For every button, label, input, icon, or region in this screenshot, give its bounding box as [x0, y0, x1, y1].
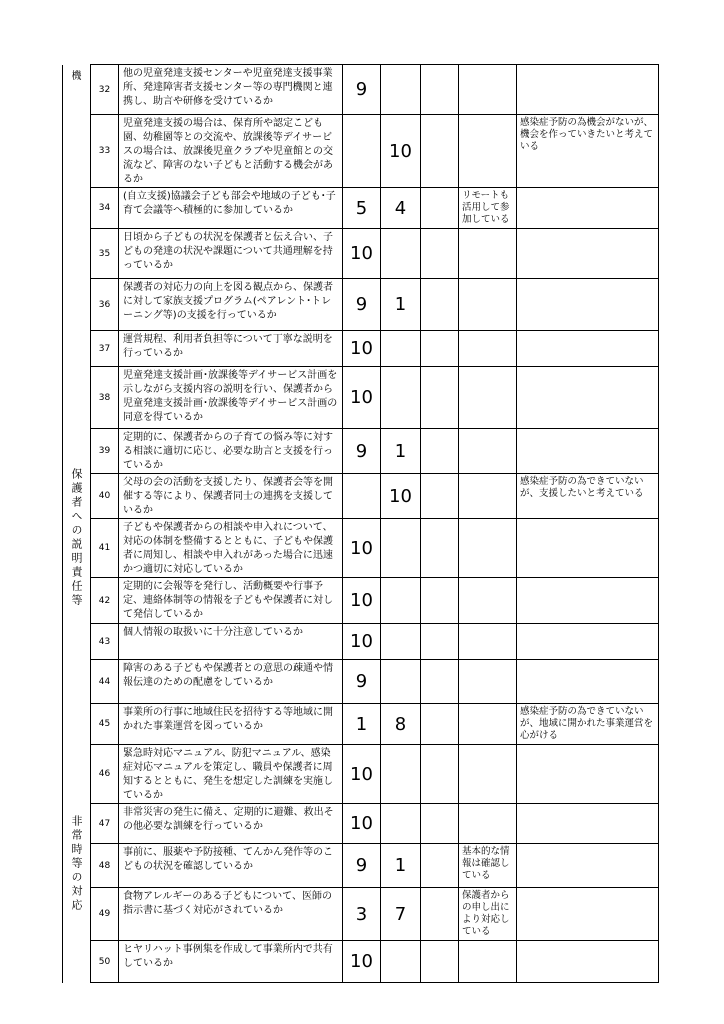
table-row: [63, 578, 659, 624]
count-no: [421, 65, 459, 115]
question-text: 事前に、服薬や予防接種、てんかん発作等のこどもの状況を確認しているか: [119, 844, 343, 888]
count-yes: 10: [343, 578, 381, 624]
staff-comment: [517, 941, 659, 983]
improvement-note: [459, 804, 517, 844]
count-yes: 10: [343, 331, 381, 367]
staff-comment: [517, 429, 659, 474]
item-number: 35: [91, 229, 119, 279]
question-text: (自立支援)協議会子ども部会や地域の子ども･子育て会議等へ積極的に参加しているか: [119, 188, 343, 229]
improvement-note: [459, 578, 517, 624]
count-yes: [343, 474, 381, 519]
improvement-note: [459, 941, 517, 983]
question-text: 子どもや保護者からの相談や申入れについて、対応の体制を整備するとともに、子どもや保護者に周知し、相談や申入れがあった場合に迅速かつ適切に対応しているか: [119, 519, 343, 578]
count-yes: 10: [343, 804, 381, 844]
count-partial: [381, 367, 421, 429]
question-text: 個人情報の取扱いに十分注意しているか: [119, 624, 343, 660]
table-row: [63, 704, 659, 745]
staff-comment: [517, 844, 659, 888]
count-yes: 9: [343, 660, 381, 704]
table-row: [63, 624, 659, 660]
question-text: 日頃から子どもの状況を保護者と伝え合い、子どもの発達の状況や課題について共通理解を持っているか: [119, 229, 343, 279]
count-partial: [381, 331, 421, 367]
item-number: 49: [91, 888, 119, 941]
question-text: 他の児童発達支援センターや児童発達支援事業所、発達障害者支援センター等の専門機関と連携し、助言や研修を受けているか: [119, 65, 343, 115]
staff-comment: 感染症予防の為機会がないが、機会を作っていきたいと考えている: [517, 115, 659, 188]
item-number: 41: [91, 519, 119, 578]
count-no: [421, 429, 459, 474]
table-row: [63, 229, 659, 279]
count-no: [421, 624, 459, 660]
count-no: [421, 115, 459, 188]
improvement-note: [459, 115, 517, 188]
improvement-note: [459, 624, 517, 660]
count-partial: [381, 519, 421, 578]
count-no: [421, 331, 459, 367]
count-partial: 4: [381, 188, 421, 229]
table-row: [63, 888, 659, 941]
improvement-note: [459, 229, 517, 279]
count-yes: 10: [343, 745, 381, 804]
category-emergency-response: 非常時等の対応: [70, 814, 83, 913]
count-no: [421, 844, 459, 888]
item-number: 43: [91, 624, 119, 660]
count-partial: 8: [381, 704, 421, 745]
item-number: 33: [91, 115, 119, 188]
count-partial: [381, 745, 421, 804]
table-row: [63, 188, 659, 229]
table-row: [63, 804, 659, 844]
count-yes: 10: [343, 941, 381, 983]
count-partial: 10: [381, 115, 421, 188]
count-no: [421, 578, 459, 624]
question-text: 非常災害の発生に備え、定期的に避難、救出その他必要な訓練を行っているか: [119, 804, 343, 844]
question-text: 事業所の行事に地域住民を招待する等地域に開かれた事業運営を図っているか: [119, 704, 343, 745]
table-row: [63, 65, 659, 115]
improvement-note: [459, 704, 517, 745]
question-text: 緊急時対応マニュアル、防犯マニュアル、感染症対応マニュアルを策定し、職員や保護者に周知するとともに、発生を想定した訓練を実施しているか: [119, 745, 343, 804]
table-row: [63, 745, 659, 804]
question-text: 運営規程、利用者負担等について丁寧な説明を行っているか: [119, 331, 343, 367]
count-no: [421, 229, 459, 279]
count-yes: [343, 115, 381, 188]
staff-comment: 感染症予防の為できていないが、地域に開かれた事業運営を心がける: [517, 704, 659, 745]
count-no: [421, 279, 459, 331]
table-row: [63, 660, 659, 704]
item-number: 34: [91, 188, 119, 229]
question-text: 定期的に会報等を発行し、活動概要や行事予定、連絡体制等の情報を子どもや保護者に対して発信しているか: [119, 578, 343, 624]
improvement-note: 保護者からの申し出により対応している: [459, 888, 517, 941]
table-row: [63, 367, 659, 429]
count-partial: [381, 65, 421, 115]
count-partial: 10: [381, 474, 421, 519]
table-row: [63, 941, 659, 983]
count-yes: 9: [343, 279, 381, 331]
count-no: [421, 804, 459, 844]
question-text: 父母の会の活動を支援したり、保護者会等を開催する等により、保護者同士の連携を支援しているか: [119, 474, 343, 519]
staff-comment: [517, 279, 659, 331]
staff-comment: [517, 745, 659, 804]
count-yes: 1: [343, 704, 381, 745]
improvement-note: [459, 331, 517, 367]
table-row: [63, 844, 659, 888]
count-partial: [381, 624, 421, 660]
staff-comment: [517, 229, 659, 279]
staff-comment: [517, 188, 659, 229]
question-text: 保護者の対応力の向上を図る観点から、保護者に対して家族支援プログラム(ペアレント･トレーニング等)の支援を行っているか: [119, 279, 343, 331]
count-yes: 5: [343, 188, 381, 229]
improvement-note: [459, 660, 517, 704]
count-partial: 1: [381, 429, 421, 474]
count-partial: 1: [381, 279, 421, 331]
staff-comment: [517, 367, 659, 429]
staff-comment: [517, 888, 659, 941]
count-partial: 1: [381, 844, 421, 888]
evaluation-table: [62, 64, 659, 983]
count-partial: [381, 941, 421, 983]
improvement-note: [459, 279, 517, 331]
table-row: [63, 474, 659, 519]
improvement-note: [459, 367, 517, 429]
count-no: [421, 474, 459, 519]
count-yes: 9: [343, 429, 381, 474]
count-partial: 7: [381, 888, 421, 941]
improvement-note: [459, 519, 517, 578]
count-no: [421, 704, 459, 745]
count-yes: 10: [343, 367, 381, 429]
item-number: 44: [91, 660, 119, 704]
item-number: 36: [91, 279, 119, 331]
item-number: 42: [91, 578, 119, 624]
improvement-note: 基本的な情報は確認している: [459, 844, 517, 888]
improvement-note: リモートも活用して参加している: [459, 188, 517, 229]
count-yes: 9: [343, 844, 381, 888]
staff-comment: [517, 65, 659, 115]
question-text: ヒヤリハット事例集を作成して事業所内で共有しているか: [119, 941, 343, 983]
staff-comment: 感染症予防の為できていないが、支援したいと考えている: [517, 474, 659, 519]
staff-comment: [517, 660, 659, 704]
count-no: [421, 745, 459, 804]
item-number: 45: [91, 704, 119, 745]
improvement-note: [459, 474, 517, 519]
table-row: [63, 519, 659, 578]
count-partial: [381, 660, 421, 704]
improvement-note: [459, 429, 517, 474]
table-row: [63, 331, 659, 367]
question-text: 児童発達支援計画･放課後等デイサービス計画を示しながら支援内容の説明を行い、保護者から児童発達支援計画･放課後等デイサービス計画の同意を得ているか: [119, 367, 343, 429]
item-number: 32: [91, 65, 119, 115]
item-number: 37: [91, 331, 119, 367]
count-no: [421, 941, 459, 983]
question-text: 食物アレルギーのある子どもについて、医師の指示書に基づく対応がされているか: [119, 888, 343, 941]
count-yes: 10: [343, 229, 381, 279]
improvement-note: [459, 65, 517, 115]
count-no: [421, 888, 459, 941]
category-emergency-response-cell: [63, 745, 91, 983]
count-yes: 10: [343, 519, 381, 578]
table-row: [63, 279, 659, 331]
item-number: 47: [91, 804, 119, 844]
evaluation-sheet: [62, 64, 658, 983]
item-number: 38: [91, 367, 119, 429]
category-collaboration: 機: [71, 70, 82, 82]
item-number: 39: [91, 429, 119, 474]
question-text: 定期的に、保護者からの子育ての悩み等に対する相談に適切に応じ、必要な助言と支援を行っているか: [119, 429, 343, 474]
question-text: 児童発達支援の場合は、保育所や認定こども園、幼稚園等との交流や、放課後等デイサービスの場合は、放課後児童クラブや児童館との交流など、障害のない子どもと活動する機会があるか: [119, 115, 343, 188]
staff-comment: [517, 624, 659, 660]
count-no: [421, 367, 459, 429]
count-partial: [381, 229, 421, 279]
item-number: 48: [91, 844, 119, 888]
item-number: 40: [91, 474, 119, 519]
count-yes: 3: [343, 888, 381, 941]
staff-comment: [517, 519, 659, 578]
count-partial: [381, 804, 421, 844]
improvement-note: [459, 745, 517, 804]
staff-comment: [517, 331, 659, 367]
count-no: [421, 519, 459, 578]
count-no: [421, 660, 459, 704]
item-number: 50: [91, 941, 119, 983]
table-row: [63, 429, 659, 474]
staff-comment: [517, 578, 659, 624]
item-number: 46: [91, 745, 119, 804]
count-yes: 9: [343, 65, 381, 115]
count-partial: [381, 578, 421, 624]
table-row: [63, 115, 659, 188]
category-parent-accountability-cell: [63, 331, 91, 745]
category-parent-accountability: 保護者への説明責任等: [70, 467, 83, 608]
staff-comment: [517, 804, 659, 844]
count-yes: 10: [343, 624, 381, 660]
category-collaboration-cell: [63, 65, 91, 331]
question-text: 障害のある子どもや保護者との意思の疎通や情報伝達のための配慮をしているか: [119, 660, 343, 704]
count-no: [421, 188, 459, 229]
